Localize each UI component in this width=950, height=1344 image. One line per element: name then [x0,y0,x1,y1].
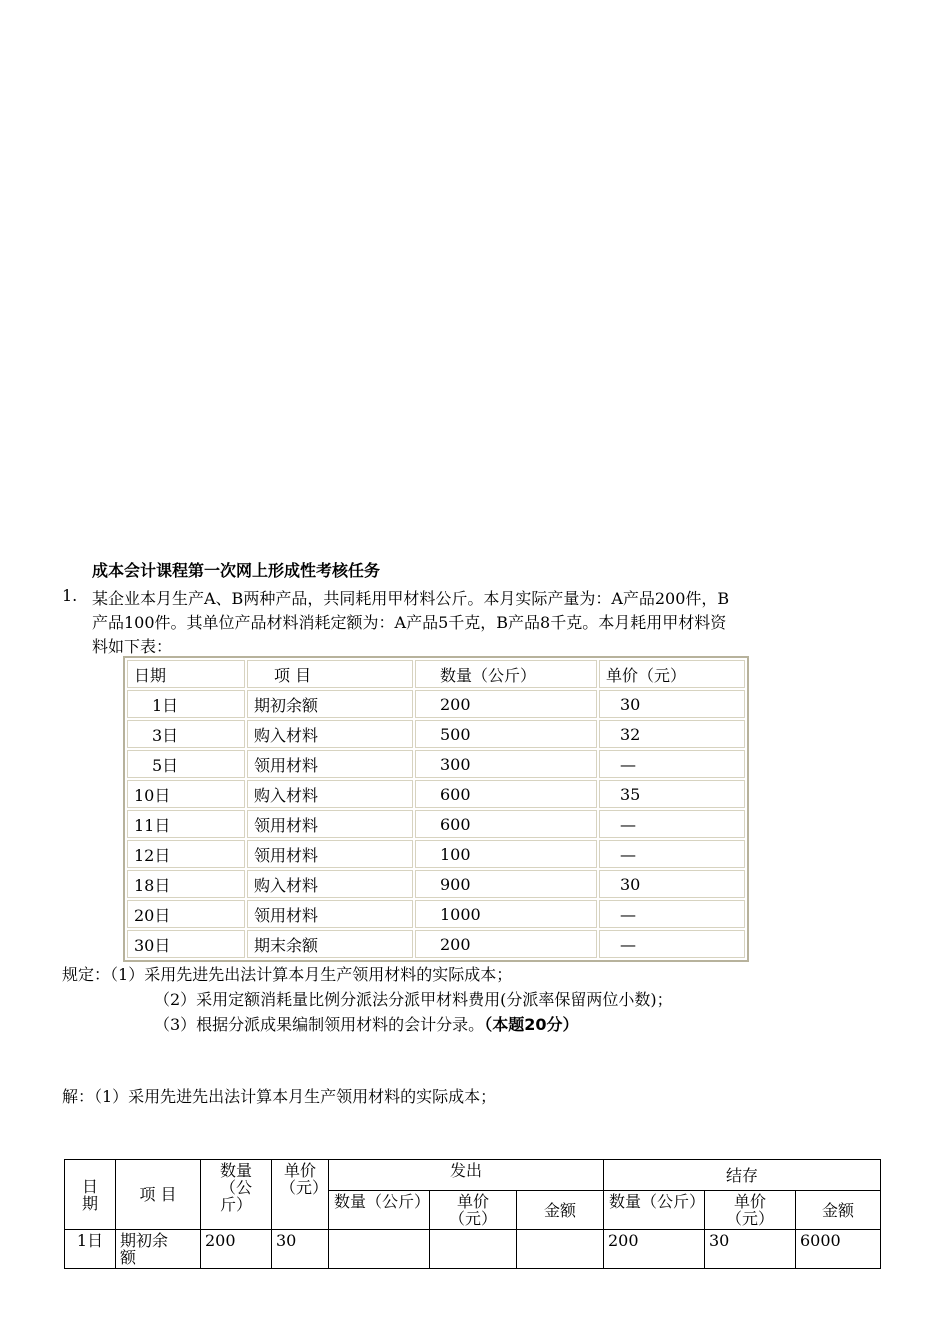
cell-unit-price: 32 [599,720,745,748]
cell-item: 领用材料 [247,810,413,838]
cell-quantity: 600 [415,780,597,808]
header-quantity: 数量（公斤） [415,660,597,688]
balance-unit-price-header: 单价（元） [705,1191,796,1230]
header-date: 日期 [65,1160,116,1230]
header-issued: 发出 [329,1160,604,1191]
table-row [127,720,745,748]
cell-item: 购入材料 [247,870,413,898]
table-row [127,930,745,958]
issued-amount-header: 金额 [517,1191,604,1230]
cell-item: 领用材料 [247,750,413,778]
solution-text: 解：（1）采用先进先出法计算本月生产领用材料的实际成本； [62,1087,497,1106]
header-date: 日期 [127,660,245,688]
score-note: （本题20分） [484,1015,579,1034]
cell-balance-quantity: 200 [604,1230,705,1269]
table-row [65,1230,881,1269]
cell-balance-unit-price: 30 [705,1230,796,1269]
cell-unit-price: 35 [599,780,745,808]
issued-quantity-header: 数量（公斤） [329,1191,430,1230]
balance-amount-header: 金额 [796,1191,881,1230]
cell-item: 期末余额 [247,930,413,958]
question-text-line1: 某企业本月生产A、B两种产品，共同耗用甲材料公斤。本月实际产量为：A产品200件，B [92,589,730,608]
rules-label: 规定： [62,965,111,984]
cell-issued-unit-price [430,1230,517,1269]
cell-unit-price: — [599,810,745,838]
cell-unit-price: — [599,750,745,778]
cell-quantity: 200 [415,690,597,718]
cell-item: 期初余额 [116,1230,201,1269]
rule-item-2: （2）采用定额消耗量比例分派法分派甲材料费用(分派率保留两位小数)； [154,990,673,1009]
cell-balance-amount: 6000 [796,1230,881,1269]
cell-date: 20日 [127,900,245,928]
header-unit-price: 单价（元） [272,1160,329,1230]
cell-date: 30日 [127,930,245,958]
cell-date: 12日 [127,840,245,868]
cell-date: 11日 [127,810,245,838]
cell-date: 1日 [127,690,245,718]
cell-item: 购入材料 [247,720,413,748]
cell-quantity: 200 [415,930,597,958]
cell-unit-price: 30 [599,870,745,898]
cell-item: 领用材料 [247,840,413,868]
question-number: 1. [62,586,78,605]
page-title: 成本会计课程第一次网上形成性考核任务 [92,561,381,580]
cell-quantity: 600 [415,810,597,838]
table-header-row [127,660,745,688]
cell-quantity: 1000 [415,900,597,928]
table-row [127,780,745,808]
rules-line3 [154,1012,578,1035]
cell-date: 10日 [127,780,245,808]
rule-item-3: （3）根据分派成果编制领用材料的会计分录。 [154,1015,485,1034]
cell-date: 1日 [65,1230,116,1269]
header-item: 项 目 [116,1160,201,1230]
cell-item: 期初余额 [247,690,413,718]
cell-item: 购入材料 [247,780,413,808]
header-unit-price: 单价（元） [599,660,745,688]
header-quantity: 数量（公斤） [201,1160,272,1230]
rule-item-1: （1）采用先进先出法计算本月生产领用材料的实际成本； [110,965,513,984]
balance-quantity-header: 数量（公斤） [604,1191,705,1230]
question-text-line3: 料如下表： [92,637,173,656]
cell-issued-amount [517,1230,604,1269]
cell-unit-price: — [599,840,745,868]
cell-unit-price: — [599,930,745,958]
table-row [127,870,745,898]
cell-date: 18日 [127,870,245,898]
cell-date: 3日 [127,720,245,748]
header-item: 项 目 [247,660,413,688]
table-row [127,750,745,778]
cell-quantity: 200 [201,1230,272,1269]
cell-issued-quantity [329,1230,430,1269]
rules-line1 [62,962,512,985]
material-table [123,656,749,962]
header-balance: 结存 [604,1160,881,1191]
table-row [127,840,745,868]
question-text-line2: 产品100件。其单位产品材料消耗定额为：A产品5千克，B产品8千克。本月耗用甲材料资 [92,613,727,632]
cell-quantity: 100 [415,840,597,868]
table-header-row [65,1160,881,1191]
table-row [127,810,745,838]
table-row [127,690,745,718]
cell-unit-price: 30 [599,690,745,718]
cell-unit-price: — [599,900,745,928]
cell-quantity: 900 [415,870,597,898]
cell-quantity: 500 [415,720,597,748]
cell-unit-price: 30 [272,1230,329,1269]
issued-unit-price-header: 单价（元） [430,1191,517,1230]
cell-item: 领用材料 [247,900,413,928]
table-row [127,900,745,928]
cell-date: 5日 [127,750,245,778]
solution-table [64,1159,881,1269]
cell-quantity: 300 [415,750,597,778]
